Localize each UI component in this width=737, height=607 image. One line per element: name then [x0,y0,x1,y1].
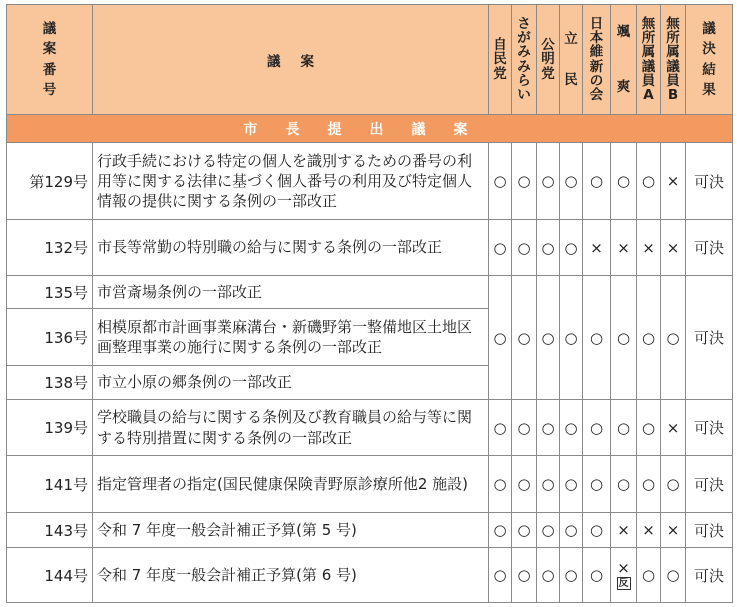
vote-cell-sosou [611,548,637,603]
vote-cell: ○ [489,456,512,513]
bill-number: 141号 [7,456,93,513]
vote-cell: ○ [661,456,686,513]
table-row [7,220,733,276]
vote-cell: ○ [512,220,537,276]
result-cell: 可決 [686,400,733,456]
vote-cell: ○ [537,220,560,276]
table-row [7,276,733,309]
vote-cell: ○ [661,276,686,400]
bill-header: 議案 [93,5,489,115]
vote-cell: ○ [637,456,661,513]
table-row [7,548,733,603]
result-cell: 可決 [686,513,733,548]
vote-mark: × [617,559,630,578]
bill-number: 135号 [7,276,93,309]
vote-cell: ○ [661,548,686,603]
vote-cell: ○ [560,276,583,400]
party-header-rikken: 立 民 [560,5,583,115]
vote-cell: ○ [637,143,661,220]
vote-cell: ○ [489,143,512,220]
table-row [7,400,733,456]
vote-cell: ○ [537,548,560,603]
vote-cell: ○ [637,276,661,400]
bill-number: 138号 [7,366,93,400]
vote-cell: ○ [583,143,611,220]
vote-cell: ○ [512,513,537,548]
vote-cell: ○ [489,513,512,548]
bill-title: 令和 7 年度一般会計補正予算(第 5 号) [93,513,489,548]
vote-cell: ○ [489,548,512,603]
vote-cell: × [637,220,661,276]
bill-number: 136号 [7,309,93,366]
vote-cell: ○ [611,456,637,513]
vote-cell: × [583,220,611,276]
vote-results-table [6,4,733,603]
vote-cell: ○ [560,143,583,220]
vote-cell: ○ [512,276,537,400]
vote-cell: × [611,220,637,276]
result-cell: 可決 [686,548,733,603]
vote-cell: × [661,513,686,548]
bill-title: 市長等常勤の特別職の給与に関する条例の一部改正 [93,220,489,276]
vote-cell: ○ [611,400,637,456]
bill-title: 市営斎場条例の一部改正 [93,276,489,309]
bill-title: 行政手続における特定の個人を識別するための番号の利用等に関する法律に基づく個人番号の利用及び特定個人情報の提供に関する条例の一部改正 [93,143,489,220]
bill-title: 指定管理者の指定(国民健康保険青野原診療所他2 施設) [93,456,489,513]
party-header-komeito: 公 明 党 [537,5,560,115]
party-header-independent-b: 無 所 属 議 員 B [661,5,686,115]
vote-cell: ○ [560,456,583,513]
vote-cell: ○ [489,220,512,276]
vote-cell: ○ [560,400,583,456]
vote-cell: ○ [583,548,611,603]
vote-cell: ○ [537,400,560,456]
party-header-sosou: 颯 爽 [611,5,637,115]
vote-cell: × [611,513,637,548]
vote-cell: ○ [583,456,611,513]
vote-cell: ○ [537,456,560,513]
vote-cell: ○ [489,400,512,456]
table-row [7,513,733,548]
vote-cell: ○ [637,548,661,603]
vote-cell: ○ [537,143,560,220]
vote-cell: ○ [512,143,537,220]
vote-cell: ○ [611,143,637,220]
vote-cell: ○ [512,400,537,456]
result-cell: 可決 [686,220,733,276]
vote-cell: ○ [512,548,537,603]
bill-number: 第129号 [7,143,93,220]
result-header: 議 決 結 果 [686,5,733,115]
result-cell: 可決 [686,276,733,400]
party-header-ishin: 日 本 維 新 の 会 [583,5,611,115]
section-header-mayor-bills: 市長提出議案 [7,115,733,143]
vote-cell: ○ [560,548,583,603]
result-cell: 可決 [686,143,733,220]
vote-cell: × [661,220,686,276]
vote-cell: ○ [489,276,512,400]
bill-title: 市立小原の郷条例の一部改正 [93,366,489,400]
bill-title: 令和 7 年度一般会計補正予算(第 6 号) [93,548,489,603]
vote-cell: ○ [611,276,637,400]
bill-number: 139号 [7,400,93,456]
bill-number: 144号 [7,548,93,603]
vote-cell: ○ [537,513,560,548]
vote-cell: ○ [560,220,583,276]
table-row [7,456,733,513]
vote-cell: × [637,513,661,548]
vote-cell: ○ [512,456,537,513]
bill-number-header: 議 案 番 号 [7,5,93,115]
party-header-independent-a: 無 所 属 議 員 A [637,5,661,115]
vote-cell: ○ [583,276,611,400]
party-header-sagami-mirai: さ が み み ら い [512,5,537,115]
bill-title: 相模原都市計画事業麻溝台・新磯野第一整備地区土地区画整理事業の施行に関する条例の一部改正 [93,309,489,366]
vote-cell: × [661,143,686,220]
vote-cell: ○ [537,276,560,400]
vote-cell: ○ [583,400,611,456]
opposition-note-badge: 反 [618,577,629,589]
table-row [7,143,733,220]
vote-cell: ○ [560,513,583,548]
bill-number: 143号 [7,513,93,548]
vote-cell: × [661,400,686,456]
vote-cell: ○ [583,513,611,548]
bill-title: 学校職員の給与に関する条例及び教育職員の給与等に関する特別措置に関する条例の一部改正 [93,400,489,456]
bill-number: 132号 [7,220,93,276]
vote-cell: ○ [637,400,661,456]
result-cell: 可決 [686,456,733,513]
party-header-ldp: 自 民 党 [489,5,512,115]
